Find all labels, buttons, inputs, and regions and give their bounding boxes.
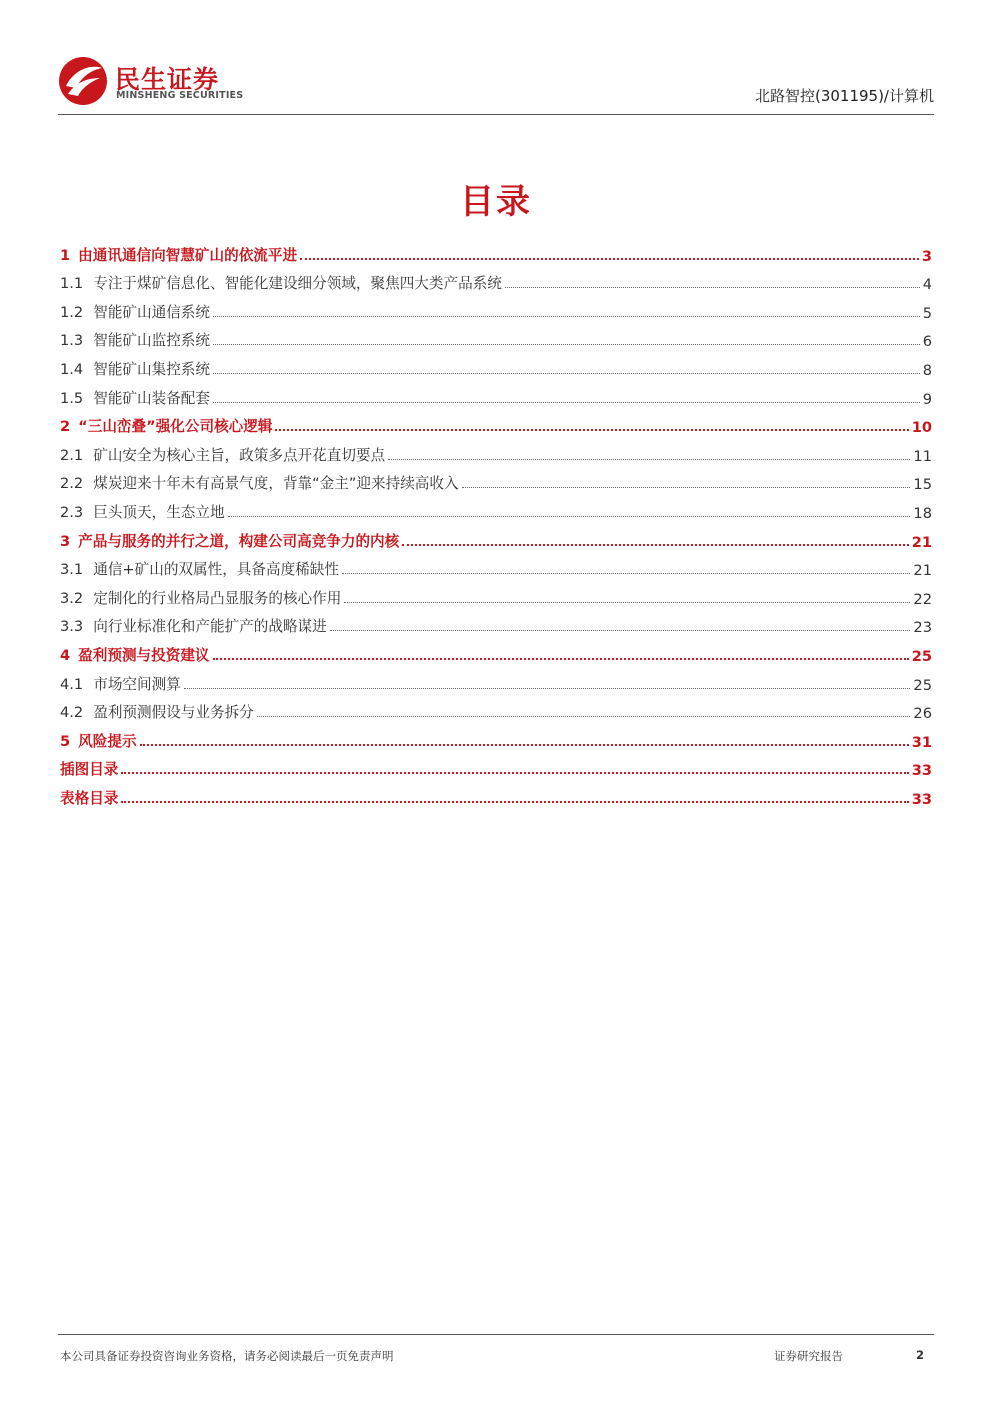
toc-entry[interactable] xyxy=(60,665,932,694)
toc-dot-leader xyxy=(344,602,910,603)
toc-entry-label xyxy=(60,644,210,665)
toc-entry-page: 25 xyxy=(913,676,932,694)
toc-dot-leader xyxy=(300,258,919,260)
toc-entry-label xyxy=(60,787,118,808)
toc-dot-leader xyxy=(121,772,908,774)
toc-entry-text: 智能矿山集控系统 xyxy=(93,360,210,378)
page-number: 2 xyxy=(916,1348,925,1362)
toc-entry-page: 6 xyxy=(922,333,932,351)
toc-entry-label xyxy=(60,244,297,265)
toc-entry-number: 3.2 xyxy=(60,589,84,607)
toc-entry-text: 表格目录 xyxy=(60,789,119,807)
toc-dot-leader xyxy=(505,287,920,288)
toc-entry-number: 3 xyxy=(60,532,71,550)
toc-entry-page: 23 xyxy=(913,619,932,637)
toc-entry[interactable] xyxy=(60,379,932,408)
toc-entry-number: 4.1 xyxy=(60,675,84,693)
toc-entry-label xyxy=(60,329,210,350)
toc-entry-label xyxy=(60,272,502,293)
toc-entry-page: 33 xyxy=(911,762,932,780)
toc-entry-number: 4 xyxy=(60,646,71,664)
toc-entry-page: 8 xyxy=(922,361,932,379)
toc-title: 目录 xyxy=(460,182,532,222)
toc-dot-leader xyxy=(184,688,911,689)
toc-entry-text: 巨头顶天，生态立地 xyxy=(93,503,225,521)
table-of-contents xyxy=(60,236,932,808)
footer-disclaimer: 本公司具备证券投资咨询业务资格，请务必阅读最后一页免责声明 xyxy=(60,1349,394,1363)
toc-entry-text: 向行业标准化和产能扩产的战略谋进 xyxy=(93,618,327,636)
toc-entry-number: 1.5 xyxy=(60,389,84,407)
toc-dot-leader xyxy=(462,487,911,488)
toc-dot-leader xyxy=(257,716,911,717)
toc-entry-number: 4.2 xyxy=(60,704,84,722)
toc-entry-number: 1 xyxy=(60,246,71,264)
toc-entry-number: 3.3 xyxy=(60,618,84,636)
toc-entry[interactable] xyxy=(60,322,932,351)
toc-entry-page: 22 xyxy=(913,590,932,608)
toc-entry-number: 2.3 xyxy=(60,503,84,521)
toc-entry-label xyxy=(60,615,327,636)
toc-dot-leader xyxy=(140,744,909,746)
toc-entry-number: 5 xyxy=(60,732,71,750)
toc-dot-leader xyxy=(342,573,910,574)
toc-entry-text: 矿山安全为核心主旨，政策多点开花直切要点 xyxy=(93,446,386,464)
toc-dot-leader xyxy=(213,344,920,345)
toc-dot-leader xyxy=(388,459,910,460)
toc-entry-label xyxy=(60,415,272,436)
toc-entry[interactable] xyxy=(60,436,932,465)
toc-entry-page: 9 xyxy=(922,390,932,408)
toc-entry[interactable] xyxy=(60,265,932,294)
report-code: 北路智控(301195)/计算机 xyxy=(754,87,934,105)
toc-entry-text: 风险提示 xyxy=(78,732,137,750)
logo-chinese-name: 民生证券 xyxy=(115,65,220,94)
toc-entry[interactable] xyxy=(60,350,932,379)
toc-dot-leader xyxy=(213,373,920,374)
toc-entry[interactable] xyxy=(60,551,932,580)
toc-entry[interactable] xyxy=(60,579,932,608)
toc-entry-number: 2.1 xyxy=(60,446,84,464)
toc-entry-label xyxy=(60,358,210,379)
toc-entry-label xyxy=(60,472,459,493)
toc-entry-text: 产品与服务的并行之道，构建公司高竞争力的内核 xyxy=(78,532,400,550)
toc-entry-text: 市场空间测算 xyxy=(93,675,181,693)
toc-entry[interactable] xyxy=(60,465,932,494)
toc-entry-label xyxy=(60,673,181,694)
toc-entry-page: 15 xyxy=(913,476,932,494)
toc-entry-label xyxy=(60,444,385,465)
toc-entry[interactable] xyxy=(60,493,932,522)
toc-dot-leader xyxy=(330,630,911,631)
toc-entry-page: 5 xyxy=(922,304,932,322)
toc-dot-leader xyxy=(402,544,908,546)
toc-entry[interactable] xyxy=(60,608,932,637)
toc-entry-text: 通信+矿山的双属性，具备高度稀缺性 xyxy=(93,561,339,579)
footer-divider xyxy=(58,1334,934,1335)
toc-entry-page: 10 xyxy=(911,419,932,437)
toc-entry-number: 1.1 xyxy=(60,275,84,293)
toc-entry[interactable] xyxy=(60,779,932,808)
toc-entry[interactable] xyxy=(60,722,932,751)
toc-dot-leader xyxy=(121,801,908,803)
toc-entry-label xyxy=(60,587,341,608)
toc-entry-text: 定制化的行业格局凸显服务的核心作用 xyxy=(93,589,342,607)
minsheng-logo-icon xyxy=(58,56,108,106)
toc-entry-number: 1.4 xyxy=(60,360,84,378)
toc-entry-page: 11 xyxy=(913,447,932,465)
toc-dot-leader xyxy=(213,316,920,317)
toc-entry-page: 31 xyxy=(911,733,932,751)
toc-dot-leader xyxy=(213,658,909,660)
toc-entry[interactable] xyxy=(60,636,932,665)
toc-entry[interactable] xyxy=(60,408,932,437)
toc-entry-text: 盈利预测与投资建议 xyxy=(78,646,210,664)
toc-entry-page: 33 xyxy=(911,790,932,808)
toc-entry-label xyxy=(60,558,339,579)
toc-entry-page: 18 xyxy=(913,504,932,522)
company-logo xyxy=(58,56,258,106)
toc-entry-page: 21 xyxy=(913,562,932,580)
toc-entry[interactable] xyxy=(60,293,932,322)
toc-entry-page: 26 xyxy=(913,705,932,723)
toc-entry-label xyxy=(60,730,137,751)
toc-entry-label xyxy=(60,387,210,408)
toc-entry-text: “三山峦叠”强化公司核心逻辑 xyxy=(78,418,273,436)
toc-entry[interactable] xyxy=(60,751,932,780)
toc-entry-page: 21 xyxy=(911,533,932,551)
toc-entry-text: 专注于煤矿信息化、智能化建设细分领域，聚焦四大类产品系统 xyxy=(93,275,502,293)
logo-english-name: MINSHENG SECURITIES xyxy=(116,90,244,101)
toc-entry-label xyxy=(60,701,254,722)
toc-entry-number: 2 xyxy=(60,418,71,436)
toc-entry-number: 1.2 xyxy=(60,303,84,321)
toc-entry-text: 智能矿山监控系统 xyxy=(93,332,210,350)
toc-entry-label xyxy=(60,301,210,322)
toc-entry-label xyxy=(60,758,118,779)
toc-entry-text: 智能矿山装备配套 xyxy=(93,389,210,407)
toc-dot-leader xyxy=(275,429,908,431)
toc-entry[interactable] xyxy=(60,694,932,723)
toc-entry-text: 智能矿山通信系统 xyxy=(93,303,210,321)
toc-entry-number: 1.3 xyxy=(60,332,84,350)
toc-entry-page: 3 xyxy=(921,247,932,265)
toc-entry-text: 插图目录 xyxy=(60,761,119,779)
toc-entry-text: 由通讯通信向智慧矿山的依流平进 xyxy=(78,246,298,264)
toc-entry-text: 盈利预测假设与业务拆分 xyxy=(93,704,254,722)
toc-entry[interactable] xyxy=(60,522,932,551)
toc-entry-page: 25 xyxy=(911,647,932,665)
toc-entry-text: 煤炭迎来十年未有高景气度，背靠“金主”迎来持续高收入 xyxy=(93,475,459,493)
toc-dot-leader xyxy=(213,402,920,403)
toc-dot-leader xyxy=(228,516,911,517)
toc-entry-number: 2.2 xyxy=(60,475,84,493)
header-divider xyxy=(58,114,934,115)
toc-entry[interactable] xyxy=(60,236,932,265)
toc-entry-label xyxy=(60,530,399,551)
toc-entry-label xyxy=(60,501,225,522)
footer-doc-type: 证券研究报告 xyxy=(774,1349,843,1363)
toc-entry-page: 4 xyxy=(922,276,932,294)
toc-entry-number: 3.1 xyxy=(60,561,84,579)
